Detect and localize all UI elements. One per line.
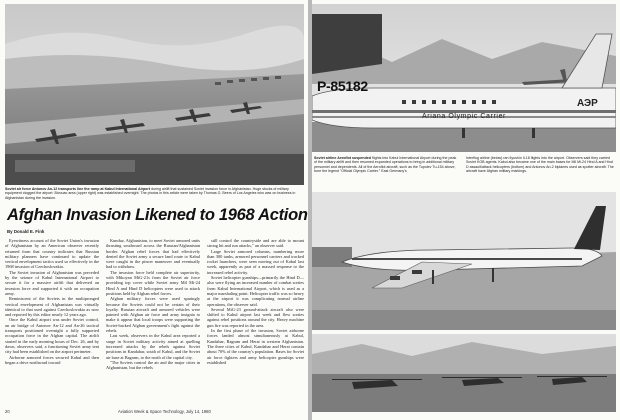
tu154-photo <box>312 4 616 152</box>
paragraph: The Soviet invasion of Afghanistan was preceded by the seizure of Kabul International Airport to secure it for a massive airlift that delivered an invasion force and supported it with an occupation army. <box>5 269 99 296</box>
article-byline: By Donald E. Fink <box>7 229 45 234</box>
paragraph: Several MiG-23 ground-attack aircraft also were shifted to Kabul airport last week and flew sorties against rebel positions around the city. Heavy machine gun fire was reported in the area. <box>207 306 304 328</box>
airline-livery-text: Ariana Olympic Carrier <box>422 113 506 120</box>
caption-text: Interflug airline (below) ran Ilyushin Il-18 flights into the airport. Observers said they carried Soviet KGB agents. Kabul also became one of the main bases for Mil Mi-24 Hind A and Hind D assault/attack helicopters (bottom) and Antonov An-2 biplanes used as spotter aircraft. The aircraft have Afghan military markings. <box>466 156 614 174</box>
publication-line: Aviation Week & Space Technology, July 14, 1980 <box>118 409 211 414</box>
aircraft-registration: P-85182 <box>317 78 368 94</box>
article-column-1 <box>5 238 99 407</box>
article-headline: Afghan Invasion Likened to 1968 Action <box>7 206 308 224</box>
paragraph: Reminiscent of the Soviets in the multipronged vertical envelopment of Afghanistan was virtually identical to that used against Czechoslovakia as now and reported by this editor nearly 12 years ago. <box>5 296 99 318</box>
article-column-3 <box>207 238 304 407</box>
paragraph: Once the Kabul airport was under Soviet control, an air bridge of Antonov An-12 and An-26 tactical transports positioned overnight a fully supported occupation force in the Afghan capital. The airlift started in the early morning hours of Dec. 26, and by dawn, observers said, a functioning Soviet army tent city had been established on the airport perimeter. <box>5 317 99 355</box>
right-page <box>312 0 620 420</box>
paragraph: Afghan military forces were used sparingly because the Soviets could not be certain of their loyalty. Russian aircraft and armored vehicles were painted with Afghan air force and army insignia to make it appear that local troops were supporting the Soviet-backed Afghan government's fight against the rebels. <box>106 296 200 334</box>
paragraph: Eyewitness account of the Soviet Union's invasion of Afghanistan by an American observer recently returned from that country indicates that Russian military planners have continued to update the vertical envelopment tactics used so effectively in the 1968 invasion of Czechoslovakia. <box>5 238 99 270</box>
paragraph: still control the countryside and are able to mount strong hit and run attacks," an observer said. <box>207 238 304 249</box>
left-page <box>0 0 308 420</box>
paragraph: Large Soviet armored columns, numbering more than 300 tanks, armored personnel carriers and tracked rocket launchers, were seen moving out of Kabul last week, apparently as part of a massed response to the increased rebel activity. <box>207 248 304 275</box>
hind-helicopters-photo <box>312 334 616 412</box>
caption-lead: Soviet airline Aeroflot suspended <box>314 156 371 160</box>
caption-lead: Soviet air force Antonov An-12 transports line the ramp at Kabul International Airport <box>5 187 150 191</box>
tail-lettering: АЭР <box>577 98 598 109</box>
page-number: 20 <box>5 409 10 414</box>
paragraph: "The Soviets control the air and the major cities in Afghanistan, but the rebels <box>106 359 200 371</box>
airport-ramp-caption <box>5 187 304 201</box>
il18-hind-caption <box>466 156 616 186</box>
paragraph: Soviet helicopter gunships—primarily the Hind D—also were flying an increased number of combat sorties from Kabul International Airport, which is used as a major marshaling point. Helicopter traffic was so heavy at the airport it was complicating normal airline operations, the observer said. <box>207 275 304 307</box>
caption-text: flights into Kabul International Airport during the peak of the military airlift and then resumed expanded operations to bring in additional military personnel and dependents. All of the Aeroflot aircraft, such as the Tupolev Tu-154 above, bore the legend "Official Olympic Carrier." East Germany's <box>314 156 457 174</box>
paragraph: Kunduz, Afghanistan, to meet Soviet armored units thrusting southward across the Russian/Afghanistan border. Afghan rebel forces that had effectively denied the Soviet army a secure land route to Kabul were caught in the pincer maneuver and eventually had to withdraw. <box>106 238 200 270</box>
airport-ramp-photo <box>5 4 304 185</box>
article-column-2 <box>106 238 200 407</box>
paragraph: Airborne armored forces secured Kabul and then began a drive northward toward <box>5 354 99 365</box>
paragraph: In the first phase of the invasion, Soviet airborne forces landed almost simultaneously at Kabul, Kandahar, Bagram and Herat in western Afghanistan. The three cities of Kabul, Kandahar and Herat contain about 70% of the country's population. Bases for Soviet air force fighters and army helicopter gunships were established <box>207 328 304 365</box>
paragraph: The invasion force held complete air superiority, with Mikoyan MiG-21s from the Soviet air force providing top cover while Soviet army Mil Mi-24 Hind A and Hind D helicopters were used to attack positions held by Afghan rebel forces. <box>106 269 200 296</box>
paragraph: Last week, observers in the Kabul area reported a surge in Soviet military activity aimed at quelling increased attacks by the rebels against Soviet positions in Kandahar, south of Kabul, and the Soviet air base at Bagram, to the north of the capital city. <box>106 333 200 360</box>
il18-photo <box>312 192 616 330</box>
caption-text: during airlift that sustained Soviet invasion force in Afghanistan. Huge stocks of military equipment clogged the airport. Bivouac area (upper right) was established overnight. The photos in this article were taken by Thomas G. Beers of Los Angeles who was on business in Afghanistan during the invasion. <box>5 187 296 200</box>
tu154-caption <box>314 156 460 186</box>
